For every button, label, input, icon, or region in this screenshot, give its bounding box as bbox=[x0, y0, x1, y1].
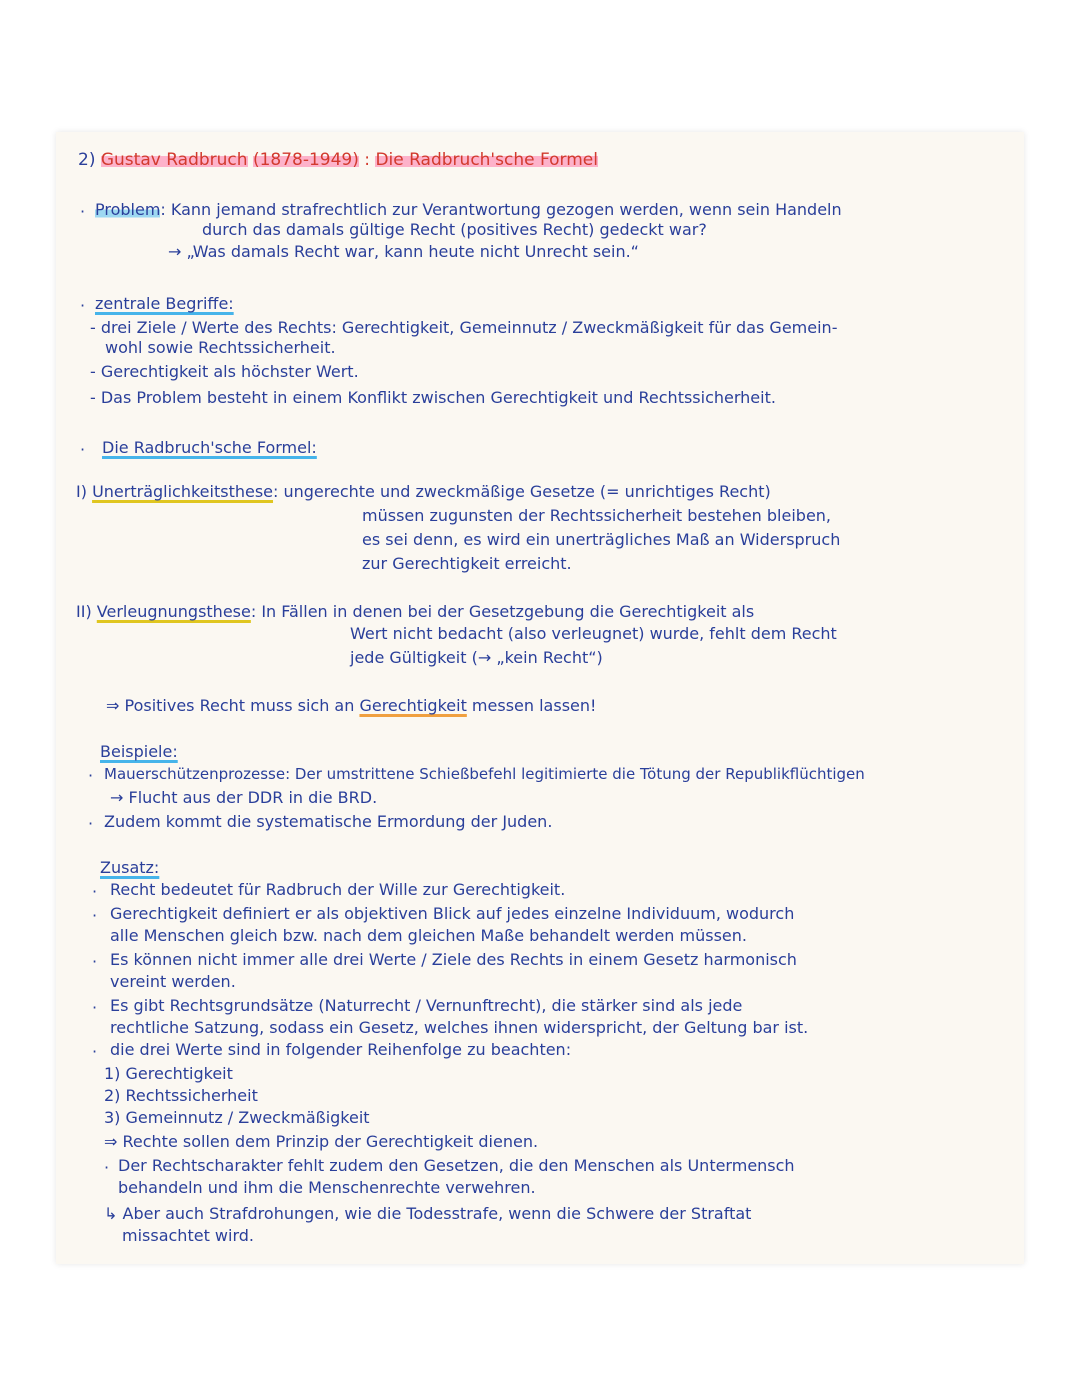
zusatz-line-7: rechtliche Satzung, sodass ein Gesetz, welches ihnen widerspricht, der Geltung bar ist. bbox=[110, 1018, 809, 1037]
zusatz-line-6: Es gibt Rechtsgrundsätze (Naturrecht / Vernunftrecht), die stärker sind als jede bbox=[110, 996, 743, 1015]
problem-line-2: durch das damals gültige Recht (positives Recht) gedeckt war? bbox=[202, 220, 707, 239]
zusatz-line-14: behandeln und ihm die Menschenrechte verwehren. bbox=[118, 1178, 536, 1197]
zusatz-line-4: Es können nicht immer alle drei Werte / Ziele des Rechts in einem Gesetz harmonisch bbox=[110, 950, 797, 969]
zusatz-line-2: Gerechtigkeit definiert er als objektiven Blick auf jedes einzelne Individuum, wodurch bbox=[110, 904, 795, 923]
bullet-dot: · bbox=[80, 202, 86, 221]
begriffe-item-4: - Das Problem besteht in einem Konflikt zwischen Gerechtigkeit und Rechtssicherheit. bbox=[90, 388, 776, 407]
zusatz-line-12: ⇒ Rechte sollen dem Prinzip der Gerechtigkeit dienen. bbox=[104, 1132, 539, 1151]
beispiele-label: Beispiele: bbox=[100, 742, 178, 761]
zusatz-line-16: missachtet wird. bbox=[122, 1226, 254, 1245]
these-1-text-3: es sei denn, es wird ein unerträgliches Maß an Widerspruch bbox=[362, 530, 841, 549]
these-1-text-2: müssen zugunsten der Rechtssicherheit bestehen bleiben, bbox=[362, 506, 832, 525]
problem-line-3: → „Was damals Recht war, kann heute nicht Unrecht sein.“ bbox=[168, 242, 639, 261]
problem-text-1: : Kann jemand strafrechtlich zur Verantwortung gezogen werden, wenn sein Handeln bbox=[160, 200, 842, 219]
zusatz-line-10: 2) Rechtssicherheit bbox=[104, 1086, 258, 1105]
bullet-dot: · bbox=[88, 766, 94, 785]
heading-separator: : bbox=[364, 150, 371, 170]
begriffe-item-1: - drei Ziele / Werte des Rechts: Gerechtigkeit, Gemeinnutz / Zweckmäßigkeit für das Gemein- bbox=[90, 318, 838, 337]
zusatz-line-1: Recht bedeutet für Radbruch der Wille zur Gerechtigkeit. bbox=[110, 880, 566, 899]
these-2-header bbox=[76, 602, 754, 622]
bullet-dot: · bbox=[80, 296, 86, 315]
these-1-text-1: : ungerechte und zweckmäßige Gesetze (= unrichtiges Recht) bbox=[273, 482, 771, 501]
beispiele-line-2: → Flucht aus der DDR in die BRD. bbox=[110, 788, 378, 807]
zusatz-line-15: ↳ Aber auch Strafdrohungen, wie die Todesstrafe, wenn die Schwere der Straftat bbox=[104, 1204, 752, 1223]
these-1-header bbox=[76, 482, 771, 502]
zusatz-line-8: die drei Werte sind in folgender Reihenfolge zu beachten: bbox=[110, 1040, 572, 1059]
these-1-name: Unerträglichkeitsthese bbox=[92, 482, 274, 501]
begriffe-item-3: - Gerechtigkeit als höchster Wert. bbox=[90, 362, 359, 381]
these-2-text-2: Wert nicht bedacht (also verleugnet) wurde, fehlt dem Recht bbox=[350, 624, 837, 643]
heading-topic: Die Radbruch'sche Formel bbox=[375, 150, 598, 170]
begriffe-item-2: wohl sowie Rechtssicherheit. bbox=[105, 338, 336, 357]
bullet-dot: · bbox=[92, 882, 98, 901]
section-number: 2) bbox=[78, 150, 96, 170]
problem-line-1 bbox=[95, 200, 842, 220]
bullet-dot: · bbox=[92, 1042, 98, 1061]
zusatz-line-13: Der Rechtscharakter fehlt zudem den Gesetzen, die den Menschen als Untermensch bbox=[118, 1156, 795, 1175]
these-2-text-1: : In Fällen in denen bei der Gesetzgebung die Gerechtigkeit als bbox=[250, 602, 755, 621]
formel-conclusion bbox=[106, 696, 596, 716]
beispiele-line-3: Zudem kommt die systematische Ermordung der Juden. bbox=[104, 812, 553, 831]
problem-label: Problem bbox=[95, 200, 161, 219]
author-name: Gustav Radbruch bbox=[100, 150, 248, 170]
bullet-dot: · bbox=[92, 906, 98, 925]
author-years: (1878-1949) bbox=[252, 150, 359, 170]
bullet-dot: · bbox=[88, 814, 94, 833]
these-2-number: II) bbox=[76, 602, 92, 621]
section-heading bbox=[78, 150, 598, 170]
zusatz-line-5: vereint werden. bbox=[110, 972, 236, 991]
zusatz-line-9: 1) Gerechtigkeit bbox=[104, 1064, 233, 1083]
bullet-dot: · bbox=[80, 440, 86, 459]
conclusion-text-pre: ⇒ Positives Recht muss sich an bbox=[106, 696, 360, 715]
formel-label: Die Radbruch'sche Formel: bbox=[102, 438, 317, 457]
zusatz-line-11: 3) Gemeinnutz / Zweckmäßigkeit bbox=[104, 1108, 370, 1127]
zusatz-line-3: alle Menschen gleich bzw. nach dem gleichen Maße behandelt werden müssen. bbox=[110, 926, 747, 945]
these-2-text-3: jede Gültigkeit (→ „kein Recht“) bbox=[350, 648, 603, 667]
beispiele-line-1: Mauerschützenprozesse: Der umstrittene Schießbefehl legitimierte die Tötung der Republikflüchtigen bbox=[104, 765, 865, 783]
bullet-dot: · bbox=[92, 998, 98, 1017]
these-1-text-4: zur Gerechtigkeit erreicht. bbox=[362, 554, 572, 573]
bullet-dot: · bbox=[104, 1158, 110, 1177]
conclusion-text-post: messen lassen! bbox=[466, 696, 597, 715]
conclusion-highlight: Gerechtigkeit bbox=[359, 696, 467, 715]
zusatz-label: Zusatz: bbox=[100, 858, 160, 877]
these-1-number: I) bbox=[76, 482, 87, 501]
bullet-dot: · bbox=[92, 952, 98, 971]
begriffe-label: zentrale Begriffe: bbox=[95, 294, 234, 313]
these-2-name: Verleugnungsthese bbox=[96, 602, 251, 621]
